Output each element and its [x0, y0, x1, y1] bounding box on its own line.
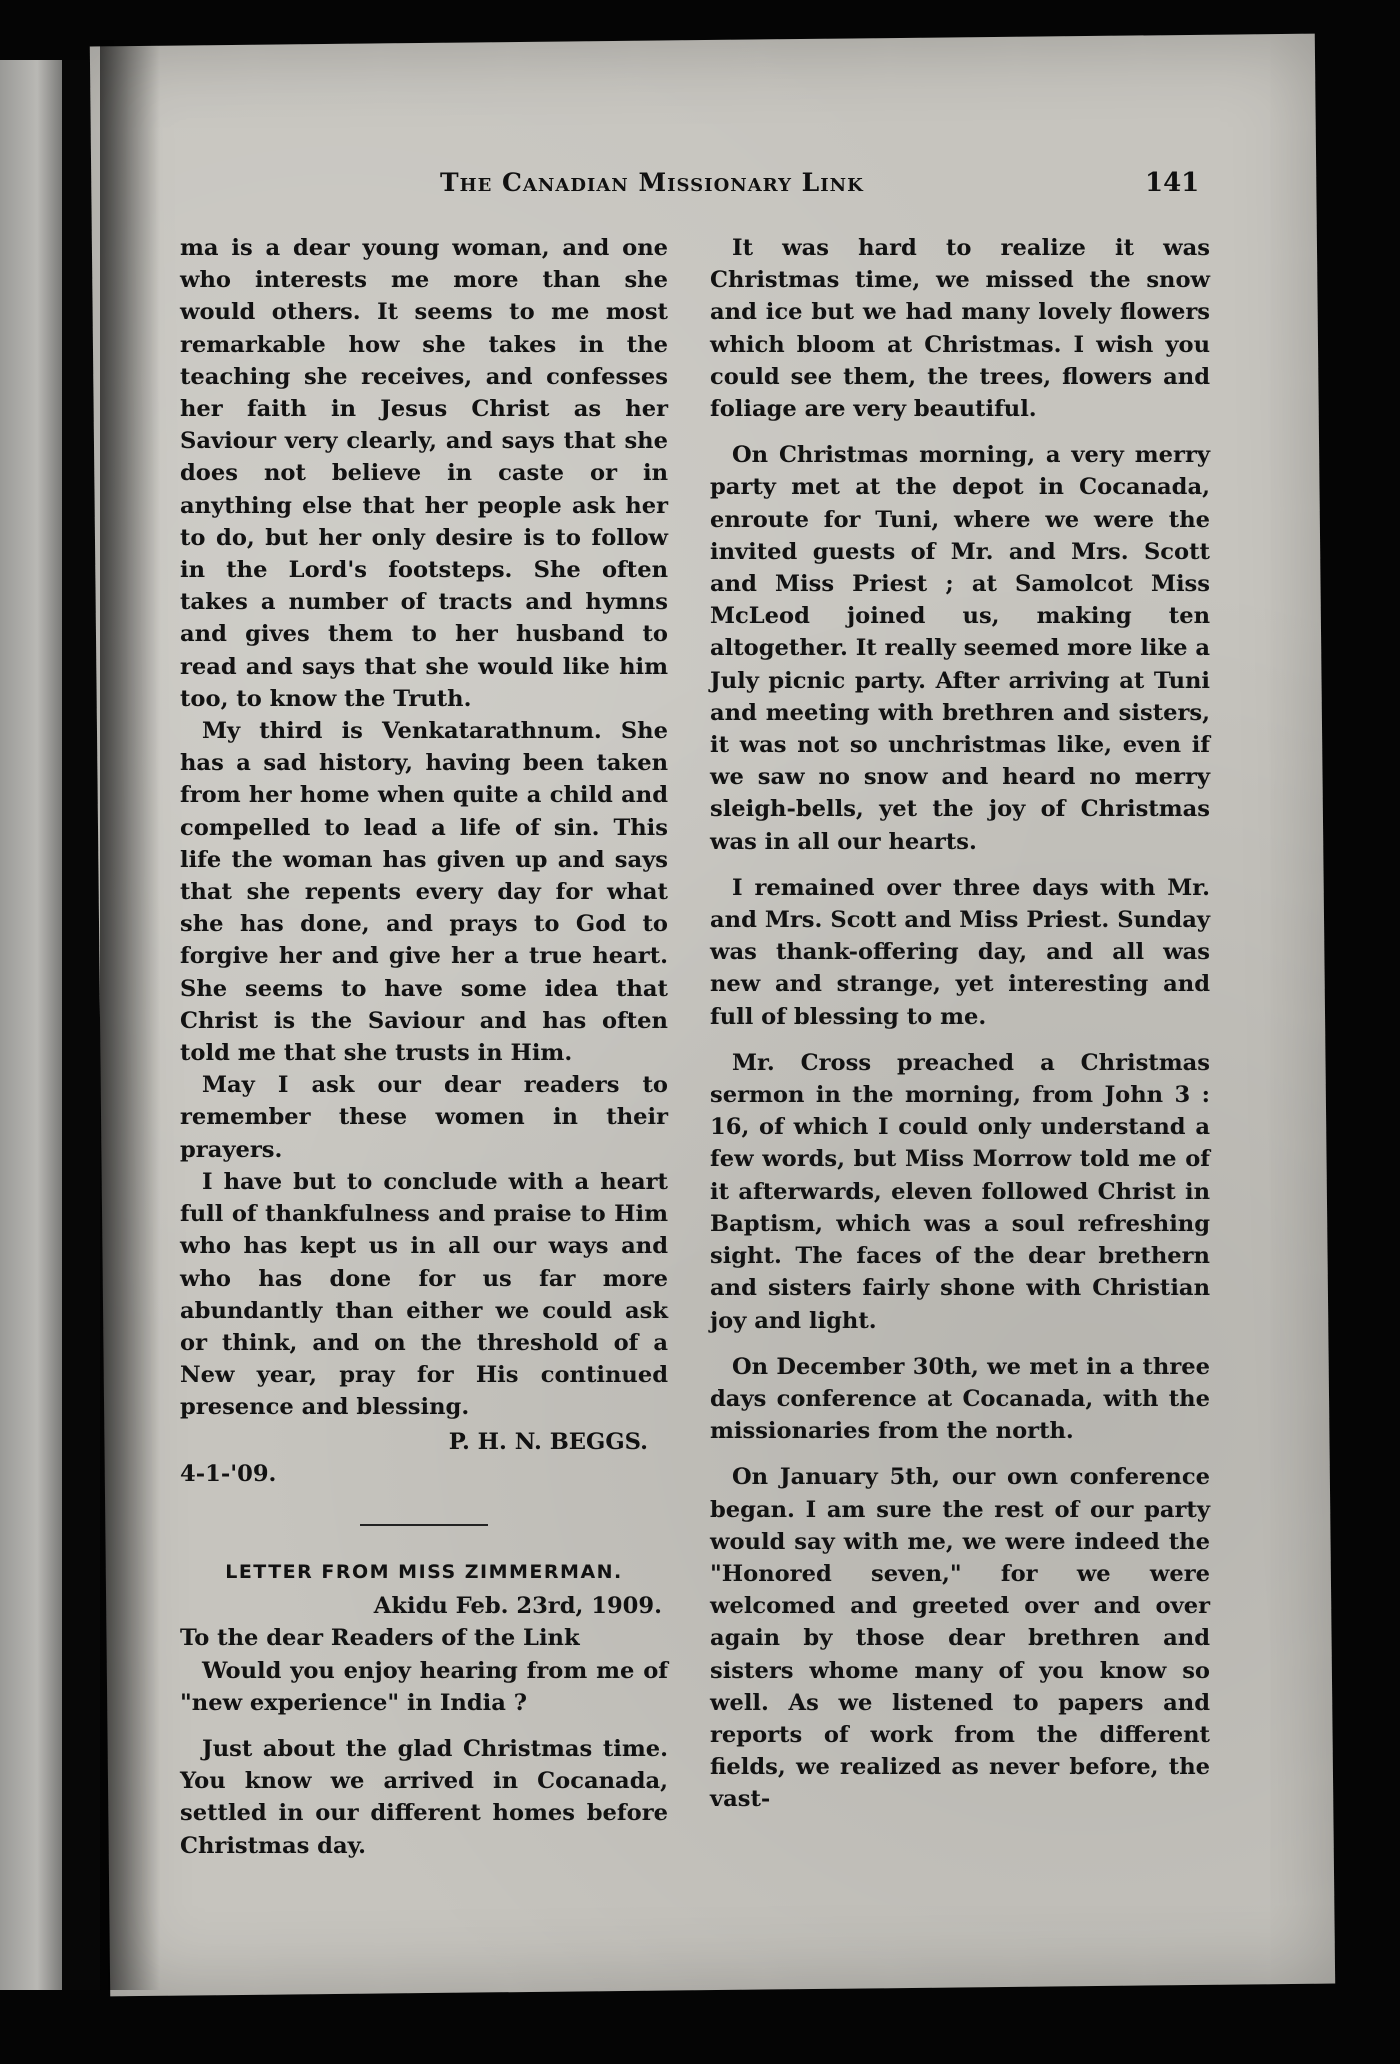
paragraph: On January 5th, our own conference began. I am sure the rest of our party would say with me, we were indeed the "Honored seven," for we were welcomed and greeted over and over again by those dear brethren and sisters whome many of you know so well. As we listened to papers and reports of work from the different fields, we realized as never before, the vast- [710, 1464, 1210, 1813]
right-column [710, 232, 1210, 1816]
letter-place-date: Akidu Feb. 23rd, 1909. [373, 1593, 662, 1620]
paragraph: ma is a dear young woman, and one who interests me more than she would others. It seems to me most remarkable how she takes in the teaching she receives, and confesses her faith in Jesus Christ as her Saviour very clearly, and says that she does not believe in caste or in anything else that her people ask her to do, but her only desire is to follow in the Lord's footsteps. She often takes a number of tracts and hymns and gives them to her husband to read and says that she would like him too, to know the Truth. [180, 235, 668, 712]
paragraph: May I ask our dear readers to remember these women in their prayers. [180, 1072, 668, 1163]
paragraph: My third is Venkatarathnum. She has a sad history, having been taken from her home when quite a child and compelled to lead a life of sin. This life the woman has given up and says that she repents every day for what she has done, and prays to God to forgive her and give her a true heart. She seems to have some idea that Christ is the Saviour and has often told me that she trusts in Him. [180, 718, 668, 1067]
paragraph: I have but to conclude with a heart full of thankfulness and praise to Him who has kept us in all our ways and who has done for us far more abundantly than either we could ask or think, and on the threshold of a New year, pray for His continued presence and blessing. [180, 1168, 668, 1421]
paragraph: On December 30th, we met in a three days conference at Cocanada, with the missionaries from the north. [710, 1353, 1210, 1445]
paragraph: Would you enjoy hearing from me of "new experience" in India ? [180, 1657, 668, 1716]
author-signature: P. H. N. BEGGS. [448, 1428, 648, 1455]
section-divider [360, 1524, 488, 1526]
page-header [340, 168, 1240, 208]
paragraph: Mr. Cross preached a Christmas sermon in the morning, from John 3 : 16, of which I could only understand a few words, but Miss Morrow told me of it afterwards, eleven followed Christ in Baptism, which was a soul refreshing sight. The faces of the dear brethern and sisters fairly shone with Christian joy and light. [710, 1049, 1210, 1334]
section-heading: LETTER FROM MISS ZIMMERMAN. [225, 1560, 623, 1583]
page-number: 141 [1145, 168, 1200, 198]
paragraph: It was hard to realize it was Christmas time, we missed the snow and ice but we had many lovely flowers which bloom at Christmas. I wish you could see them, the trees, flowers and foliage are very beautiful. [710, 235, 1210, 423]
paragraph: I remained over three days with Mr. and Mrs. Scott and Miss Priest. Sunday was thank-offering day, and all was new and strange, yet interesting and full of blessing to me. [710, 874, 1210, 1030]
paragraph: On Christmas morning, a very merry party met at the depot in Cocanada, enroute for Tuni, where we were the invited guests of Mr. and Mrs. Scott and Miss Priest ; at Samolcot Miss McLeod joined us, making ten altogether. It really seemed more like a July picnic party. After arriving at Tuni and meeting with brethren and sisters, it was not so unchristmas like, even if we saw no snow and heard no merry sleigh-bells, yet the joy of Christmas was in all our hearts. [710, 442, 1210, 855]
left-column [180, 232, 668, 1862]
salutation: To the dear Readers of the Link [180, 1625, 580, 1652]
letter-date: 4-1-'09. [180, 1460, 277, 1487]
gutter-shadow [100, 40, 160, 1990]
paragraph: Just about the glad Christmas time. You know we arrived in Cocanada, settled in our different homes before Christmas day. [180, 1735, 668, 1859]
adjacent-page-edge [0, 60, 62, 1990]
running-title: The Canadian Missionary Link [440, 168, 864, 197]
